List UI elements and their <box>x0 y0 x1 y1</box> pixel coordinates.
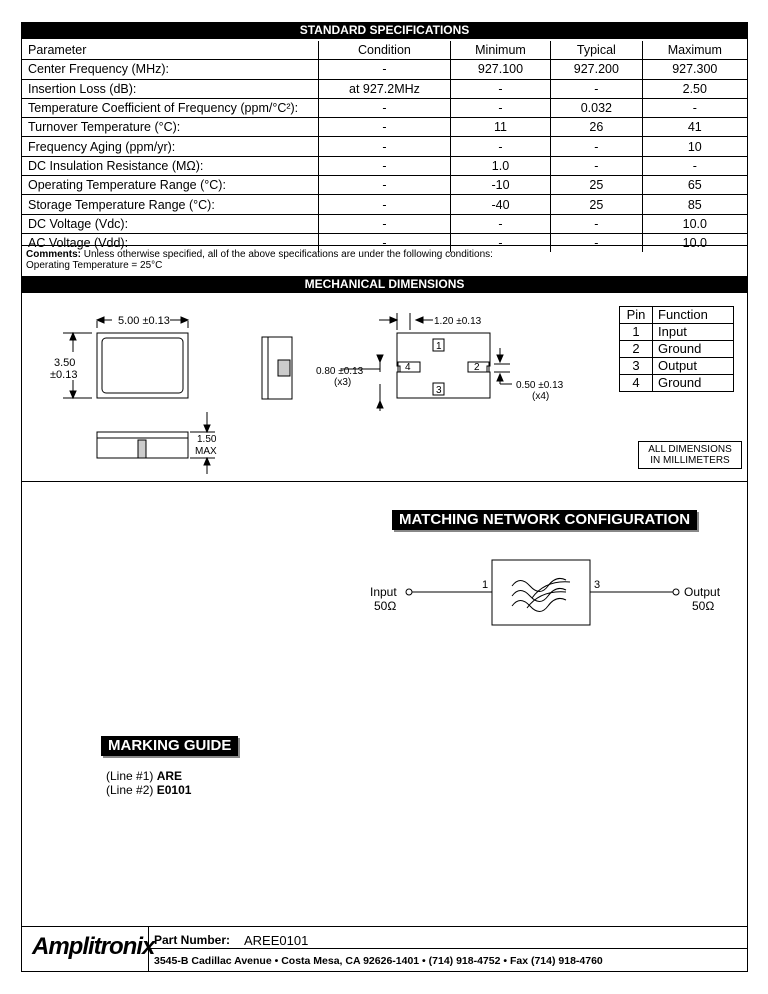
cell: - <box>319 137 451 156</box>
cell: DC Voltage (Vdc): <box>22 214 319 233</box>
mech-title: MECHANICAL DIMENSIONS <box>304 277 465 291</box>
table-row <box>620 358 734 375</box>
cell: Input <box>653 324 734 341</box>
cell: 3 <box>620 358 653 375</box>
cell: 927.200 <box>551 60 643 79</box>
cell: -10 <box>450 176 550 195</box>
cell: 10 <box>642 137 747 156</box>
company-logo: Amplitronix <box>32 933 155 960</box>
package-top-view <box>97 333 188 398</box>
cell: 0.032 <box>551 98 643 117</box>
cell: - <box>319 98 451 117</box>
cell: - <box>319 118 451 137</box>
cell: - <box>319 156 451 175</box>
cell: AC Voltage (Vdd): <box>22 233 319 252</box>
input-ohm: 50Ω <box>374 599 397 613</box>
cell: 26 <box>551 118 643 137</box>
cell: 85 <box>642 195 747 214</box>
input-label: Input <box>370 585 397 599</box>
cell: - <box>319 233 451 252</box>
header-minimum: Minimum <box>450 41 550 60</box>
cell: 927.100 <box>450 60 550 79</box>
cell: - <box>551 79 643 98</box>
dim-pad-height-b: (x3) <box>334 377 352 388</box>
cell: - <box>319 195 451 214</box>
line1-value: ARE <box>156 769 183 783</box>
pin-header-row <box>620 307 734 324</box>
pad-label-3: 3 <box>436 385 442 396</box>
dim-width: 5.00 ±0.13 <box>118 315 170 327</box>
part-number: AREE0101 <box>244 933 309 948</box>
filter-block <box>492 560 590 625</box>
filter-wave <box>512 578 566 591</box>
company-address: 3545-B Cadillac Avenue • Costa Mesa, CA 92626-1401 • (714) 918-4752 • Fax (714) 918-4760 <box>154 955 603 967</box>
cell: 927.300 <box>642 60 747 79</box>
dim-thickness-a: 1.50 <box>197 434 217 445</box>
header-parameter: Parameter <box>22 41 319 60</box>
cell: 10.0 <box>642 214 747 233</box>
cell: Storage Temperature Range (°C): <box>22 195 319 214</box>
spec-title: STANDARD SPECIFICATIONS <box>299 23 470 37</box>
comments-text: Unless otherwise specified, all of the above specifications are under the following conditions: <box>83 249 493 260</box>
header-maximum: Maximum <box>642 41 747 60</box>
comments-label: Comments: <box>26 249 82 260</box>
output-terminal <box>673 589 679 595</box>
cell: Operating Temperature Range (°C): <box>22 176 319 195</box>
dim-gap-a: 0.50 ±0.13 <box>516 380 564 391</box>
cell: - <box>450 137 550 156</box>
marking-title: MARKING GUIDE <box>101 736 238 756</box>
cell: - <box>450 214 550 233</box>
table-row <box>620 341 734 358</box>
cell: 2.50 <box>642 79 747 98</box>
header-function: Function <box>653 307 734 324</box>
header-pin: Pin <box>620 307 653 324</box>
pad-label-2: 2 <box>474 362 480 373</box>
dim-gap-b: (x4) <box>532 391 550 402</box>
cell: - <box>319 214 451 233</box>
dim-thickness-b: MAX <box>195 446 217 457</box>
footer-row-divider <box>148 948 748 949</box>
output-label: Output <box>684 585 721 599</box>
note-line1: ALL DIMENSIONS <box>648 444 732 455</box>
cell: 1.0 <box>450 156 550 175</box>
cell: Turnover Temperature (°C): <box>22 118 319 137</box>
cell: Temperature Coefficient of Frequency (ppm/°C²): <box>22 98 319 117</box>
cell: 2 <box>620 341 653 358</box>
divider <box>21 926 748 927</box>
pad-label-4: 4 <box>405 362 411 373</box>
line2-prefix: (Line #2) <box>106 783 154 797</box>
part-number-label: Part Number: <box>154 933 231 947</box>
cell: 11 <box>450 118 550 137</box>
cell: - <box>642 98 747 117</box>
cell: 4 <box>620 375 653 392</box>
cell: at 927.2MHz <box>319 79 451 98</box>
cell: - <box>551 233 643 252</box>
cell: 10.0 <box>682 236 707 251</box>
cell: - <box>450 98 550 117</box>
pin-out-label: 3 <box>594 579 601 591</box>
cell: Output <box>653 358 734 375</box>
matching-title: MATCHING NETWORK CONFIGURATION <box>392 510 697 530</box>
header-typical: Typical <box>551 41 643 60</box>
cell: 25 <box>551 195 643 214</box>
table-row <box>620 375 734 392</box>
marking-guide <box>106 769 191 797</box>
cell: 1 <box>620 324 653 341</box>
divider <box>21 481 748 482</box>
header-condition: Condition <box>319 41 451 60</box>
line2-value: E0101 <box>156 783 192 797</box>
table-row <box>620 324 734 341</box>
dimensions-note <box>638 441 742 469</box>
dim-height-a: 3.50 <box>54 357 76 369</box>
pad-label-1: 1 <box>436 341 442 352</box>
cell: DC Insulation Resistance (MΩ): <box>22 156 319 175</box>
input-terminal <box>406 589 412 595</box>
cell: - <box>551 214 643 233</box>
cell: - <box>551 156 643 175</box>
cell: - <box>450 79 550 98</box>
cell: - <box>642 156 747 175</box>
cell: Center Frequency (MHz): <box>22 60 319 79</box>
cell: - <box>319 60 451 79</box>
cell: Insertion Loss (dB): <box>22 79 319 98</box>
note-line2: IN MILLIMETERS <box>650 455 730 466</box>
cell: -40 <box>450 195 550 214</box>
cell: - <box>319 176 451 195</box>
package-lid <box>102 338 183 393</box>
dim-height-b: ±0.13 <box>50 369 78 381</box>
pin-table <box>619 306 734 392</box>
comments-line2: Operating Temperature = 25°C <box>26 260 163 271</box>
output-ohm: 50Ω <box>692 599 715 613</box>
cell: 41 <box>642 118 747 137</box>
cell: Frequency Aging (ppm/yr): <box>22 137 319 156</box>
cell: Ground <box>653 375 734 392</box>
dim-pad-height-a: 0.80 ±0.13 <box>316 366 364 377</box>
cell: - <box>450 233 550 252</box>
cell: 25 <box>551 176 643 195</box>
cell: Ground <box>653 341 734 358</box>
dim-pad-width: 1.20 ±0.13 <box>434 316 482 327</box>
pin-in-label: 1 <box>482 579 489 591</box>
cell: 65 <box>642 176 747 195</box>
cell: - <box>551 137 643 156</box>
line1-prefix: (Line #1) <box>106 769 154 783</box>
